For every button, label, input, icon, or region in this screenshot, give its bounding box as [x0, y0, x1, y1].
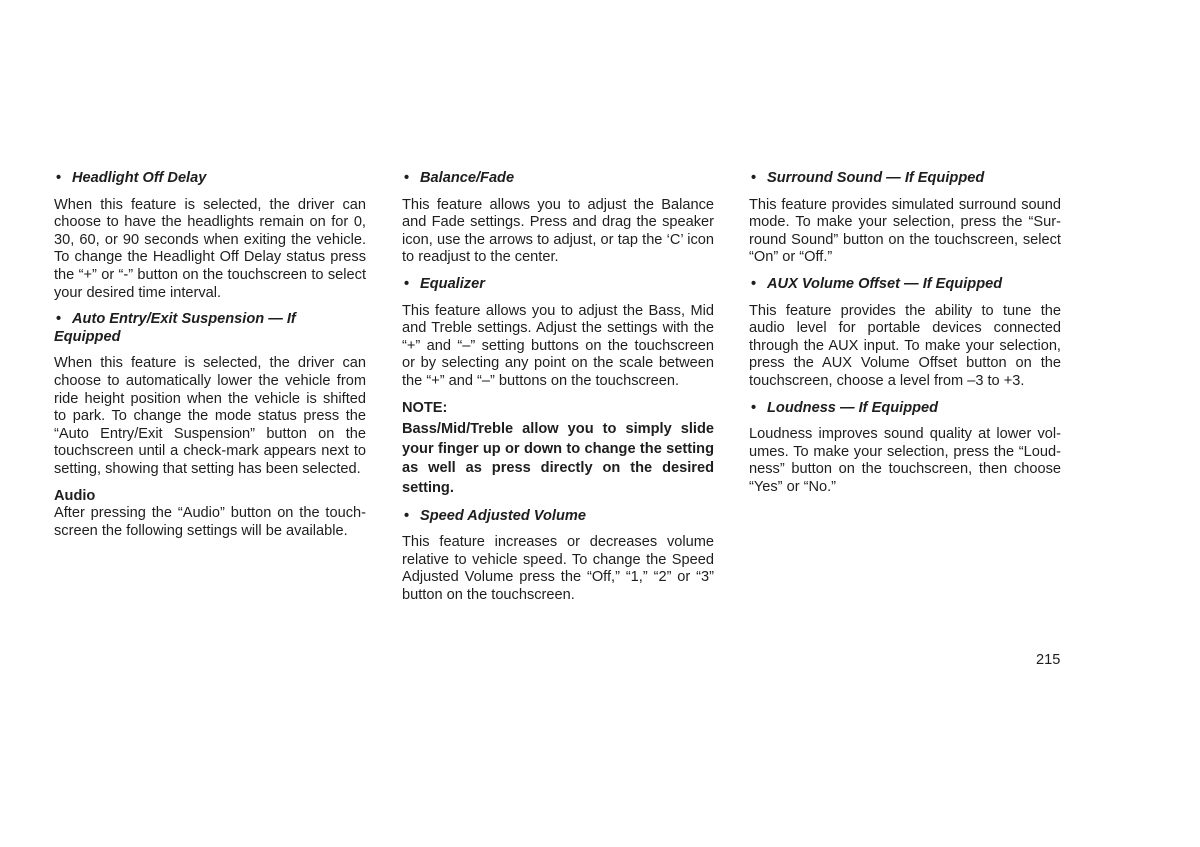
bullet-icon: • — [404, 275, 410, 292]
heading-text: Equalizer — [420, 275, 485, 292]
note-text: Bass/Mid/Treble allow you to simply slide your finger up or down to change the setting as well as press directly on the desired setting. — [402, 421, 714, 496]
heading-text: Balance/Fade — [420, 170, 515, 186]
section-heading-audio: Audio — [54, 487, 96, 504]
paragraph-auto-entry-exit: When this feature is selected, the driver can choose to automatically lower the vehicle from ride height position when the vehicle is shifted to park. To change the mode status press the “Auto Entry/Exit Suspension” button on the touchscreen until a check-mark appears next to setting, showing that setting has been selected. — [54, 355, 366, 477]
column-right — [749, 170, 1061, 506]
page-number: 215 — [1036, 652, 1061, 668]
bullet-icon: • — [404, 170, 410, 186]
section-heading-loudness — [749, 400, 1061, 418]
section-heading-auto-entry-exit — [54, 311, 366, 346]
section-heading-headlight-off-delay — [54, 170, 366, 188]
column-left — [54, 170, 366, 549]
heading-text: Auto Entry/Exit Suspension — If Equipped — [54, 311, 296, 345]
column-middle — [402, 170, 714, 613]
paragraph-surround-sound: This feature provides simulated surround sound mode. To make your selection, press the “Sur-round Sound” button on the touchscreen, select “On” or “Off.” — [749, 196, 1061, 266]
section-heading-surround-sound — [749, 170, 1061, 188]
heading-text: AUX Volume Offset — If Equipped — [767, 275, 1003, 292]
paragraph-loudness: Loudness improves sound quality at lower vol-umes. To make your selection, press the “Loud-ness” button on the touchscreen, then choose “Yes” or “No.” — [749, 426, 1061, 495]
note-label: NOTE: — [402, 399, 448, 416]
heading-text: Loudness — If Equipped — [767, 399, 939, 416]
paragraph-equalizer: This feature allows you to adjust the Bass, Mid and Treble settings. Adjust the settings with the “+” and “–” setting buttons on the touchscreen or by selecting any point on the scale between the “+” and “–” buttons on the touchscreen. — [402, 302, 714, 389]
heading-text: Headlight Off Delay — [72, 170, 207, 186]
section-heading-aux-volume-offset — [749, 276, 1061, 294]
section-heading-equalizer — [402, 276, 714, 294]
heading-text: Surround Sound — If Equipped — [767, 170, 985, 186]
bullet-icon: • — [56, 311, 62, 328]
heading-text: Speed Adjusted Volume — [420, 507, 586, 524]
paragraph-audio: After pressing the “Audio” button on the touch-screen the following settings will be available. — [54, 505, 366, 539]
bullet-icon: • — [751, 170, 757, 186]
bullet-icon: • — [56, 170, 62, 186]
bullet-icon: • — [751, 275, 757, 292]
paragraph-headlight-off-delay: When this feature is selected, the driver can choose to have the headlights remain on for 0, 30, 60, or 90 seconds when exiting the vehicle. To change the Headlight Off Delay status press the “+” or “-” button on the touchscreen to select your desired time interval. — [54, 196, 366, 301]
paragraph-speed-adjusted-volume: This feature increases or decreases volume relative to vehicle speed. To change the Speed Adjusted Volume press the “Off,” “1,” “2” or “3” button on the touchscreen. — [402, 534, 714, 603]
paragraph-balance-fade: This feature allows you to adjust the Balance and Fade settings. Press and drag the speaker icon, use the arrows to adjust, or tap the ‘C’ icon to readjust to the center. — [402, 196, 714, 266]
section-heading-balance-fade — [402, 170, 714, 188]
bullet-icon: • — [404, 507, 410, 524]
paragraph-aux-volume-offset: This feature provides the ability to tune the audio level for portable devices connected through the AUX input. To make your selection, press the AUX Volume Offset button on the touchscreen, choose a level from –3 to +3. — [749, 302, 1061, 389]
section-heading-speed-adjusted-volume — [402, 508, 714, 526]
bullet-icon: • — [751, 399, 757, 416]
